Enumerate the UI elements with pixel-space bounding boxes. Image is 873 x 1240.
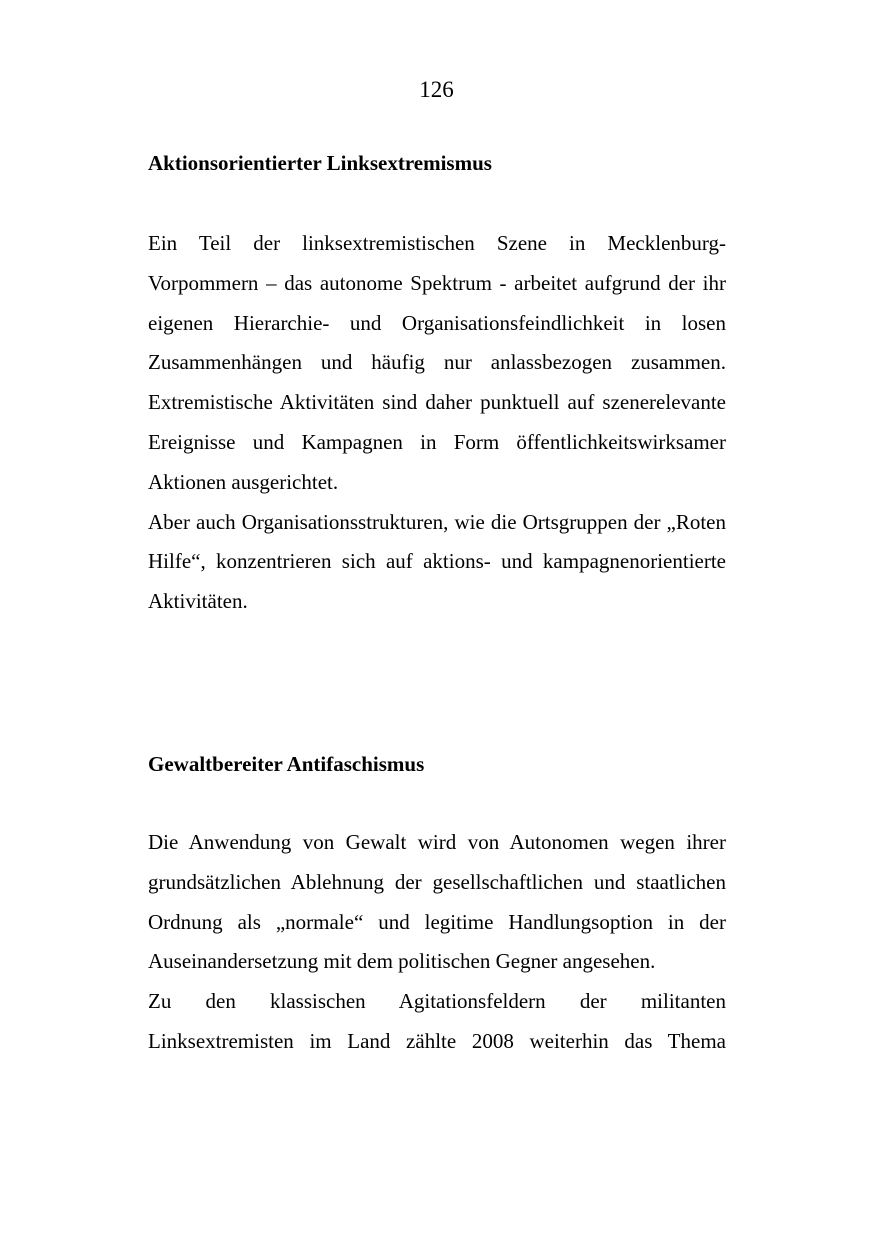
section-heading-gewaltbereiter-antifaschismus: Gewaltbereiter Antifaschismus bbox=[148, 752, 425, 776]
body-paragraph: Die Anwendung von Gewalt wird von Autonomen wegen ihrer grundsätzlichen Ablehnung der gesellschaftlichen und staatlichen Ordnung als „normale“ und legitime Handlungsoption in der Auseinandersetzung mit dem politischen Gegner angesehen. bbox=[148, 830, 726, 974]
body-paragraph: Ein Teil der linksextremistischen Szene in Mecklenburg-Vorpommern – das autonome Spektrum - arbeitet aufgrund der ihr eigenen Hierarchie- und Organisationsfeindlichkeit in losen Zusammenhängen und häufig nur anlassbezogen zusammen. Extremistische Aktivitäten sind daher punktuell auf szenerelevante Ereignisse und Kampagnen in Form öffentlichkeitswirksamer Aktionen ausgerichtet. bbox=[148, 231, 726, 494]
section-body-gewaltbereiter-antifaschismus bbox=[148, 823, 726, 1062]
body-paragraph: Aber auch Organisationsstrukturen, wie die Ortsgruppen der „Roten Hilfe“, konzentrieren sich auf aktions- und kampagnenorientierte Aktivitäten. bbox=[148, 509, 726, 614]
section-heading-aktionsorientierter-linksextremismus: Aktionsorientierter Linksextremismus bbox=[148, 151, 492, 175]
page-number: 126 bbox=[419, 77, 454, 102]
body-paragraph: Zu den klassischen Agitationsfeldern der militanten Linksextremisten im Land zählte 2008 weiterhin das Thema bbox=[148, 989, 726, 1053]
section-body-aktionsorientierter-linksextremismus bbox=[148, 224, 726, 622]
